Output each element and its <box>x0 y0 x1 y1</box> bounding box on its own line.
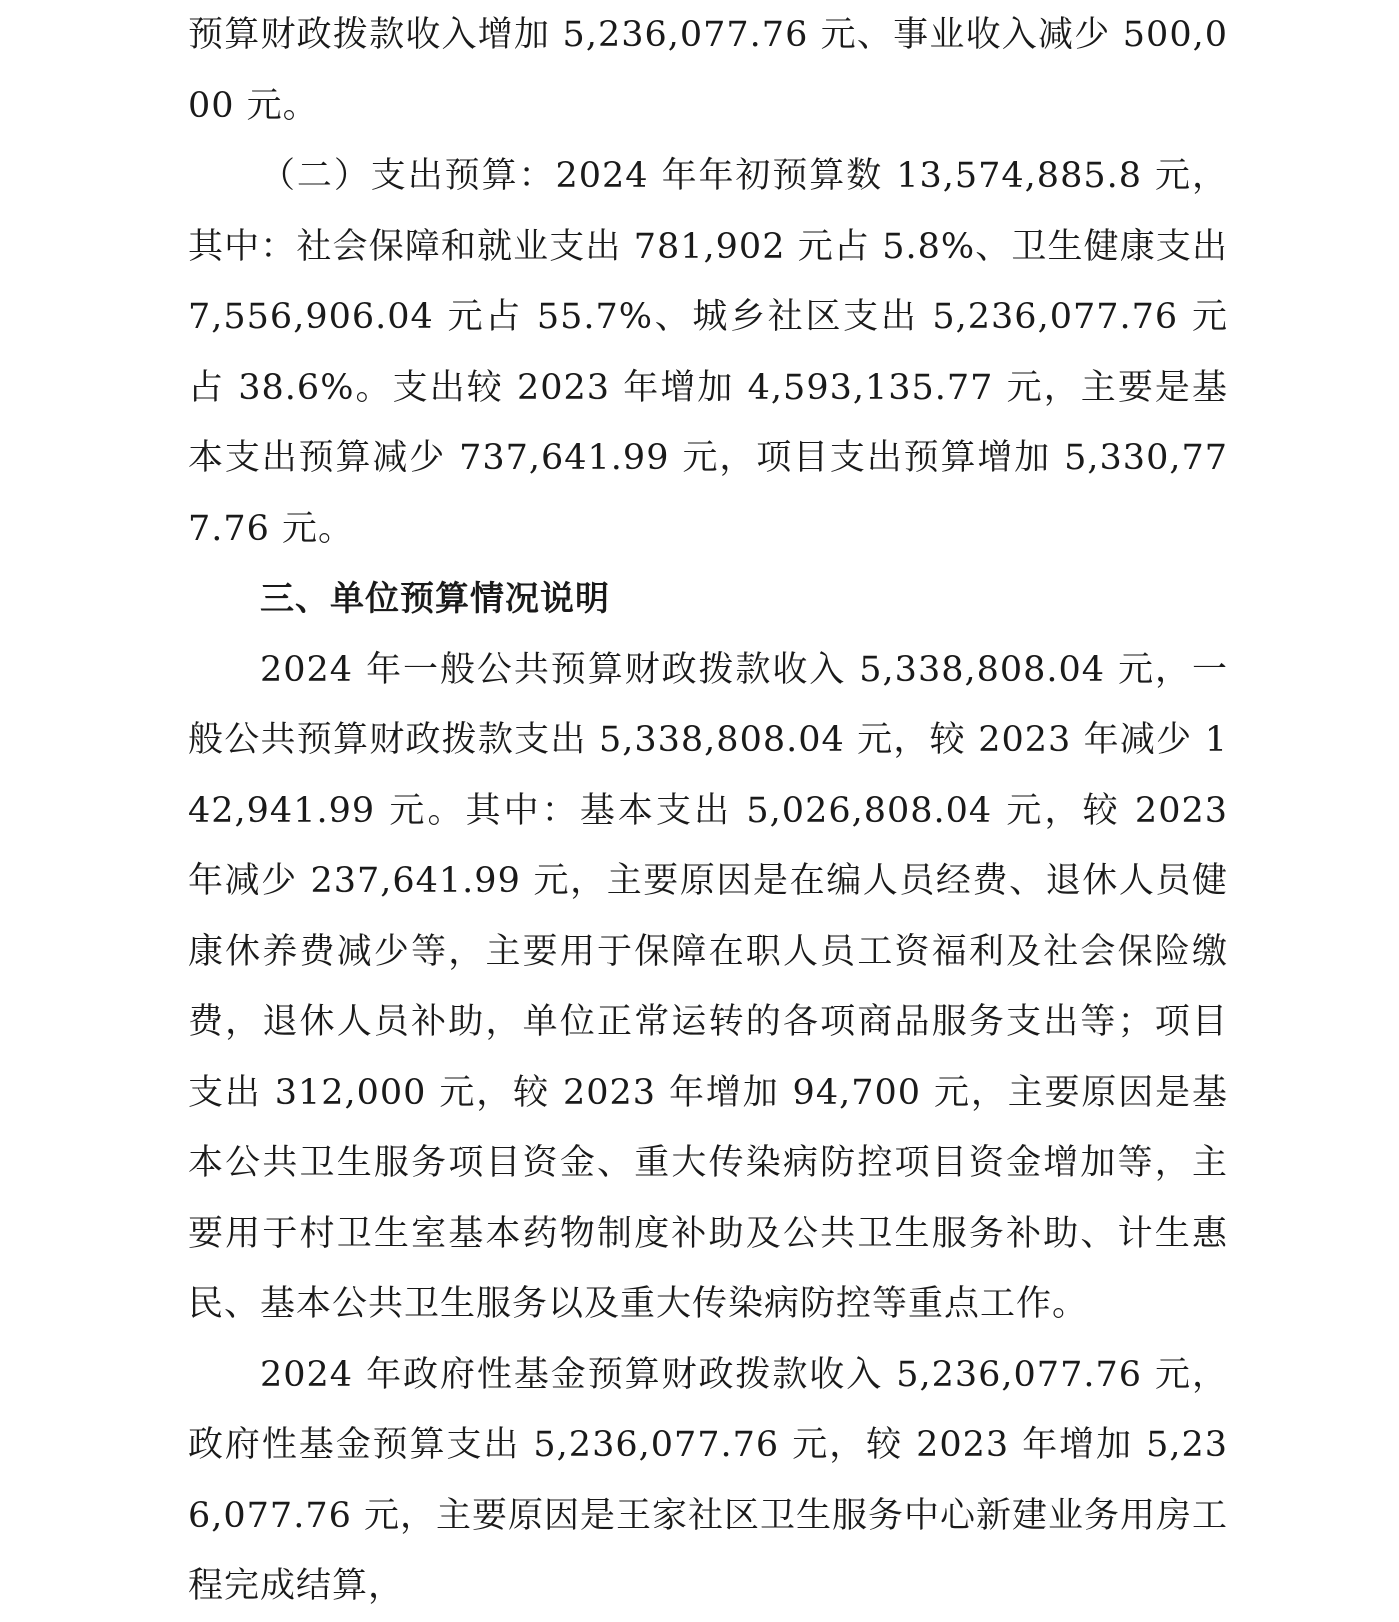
section-heading: 三、单位预算情况说明 <box>260 579 610 619</box>
paragraph-income-tail: 预算财政拨款收入增加 5,236,077.76 元、事业收入减少 500,000 元。 <box>188 15 1228 126</box>
paragraph-gov-fund: 2024 年政府性基金预算财政拨款收入 5,236,077.76 元，政府性基金预算支出 5,236,077.76 元，较 2023 年增加 5,236,077.76 元，主要原因是王家社区卫生服务中心新建业务用房工程完成结算， <box>188 1354 1228 1606</box>
paragraph-expense-budget: （二）支出预算：2024 年年初预算数 13,574,885.8 元，其中：社会保障和就业支出 781,902 元占 5.8%、卫生健康支出 7,556,906.04 元占 55.7%、城乡社区支出 5,236,077.76 元占 38.6%。支出较 2023 年增加 4,593,135.77 元，主要是基本支出预算减少 737,641.99 元，项目支出预算增加 5,330,777.76 元。 <box>188 156 1228 549</box>
paragraph-general-budget: 2024 年一般公共预算财政拨款收入 5,338,808.04 元，一般公共预算财政拨款支出 5,338,808.04 元，较 2023 年减少 142,941.99 元。其中：基本支出 5,026,808.04 元，较 2023 年减少 237,641.99 元，主要原因是在编人员经费、退休人员健康休养费减少等，主要用于保障在职人员工资福利及社会保险缴费，退休人员补助，单位正常运转的各项商品服务支出等；项目支出 312,000 元，较 2023 年增加 94,700 元，主要原因是基本公共卫生服务项目资金、重大传染病防控项目资金增加等，主要用于村卫生室基本药物制度补助及公共卫生服务补助、计生惠民、基本公共卫生服务以及重大传染病防控等重点工作。 <box>188 649 1228 1324</box>
document-page <box>188 0 1228 1622</box>
